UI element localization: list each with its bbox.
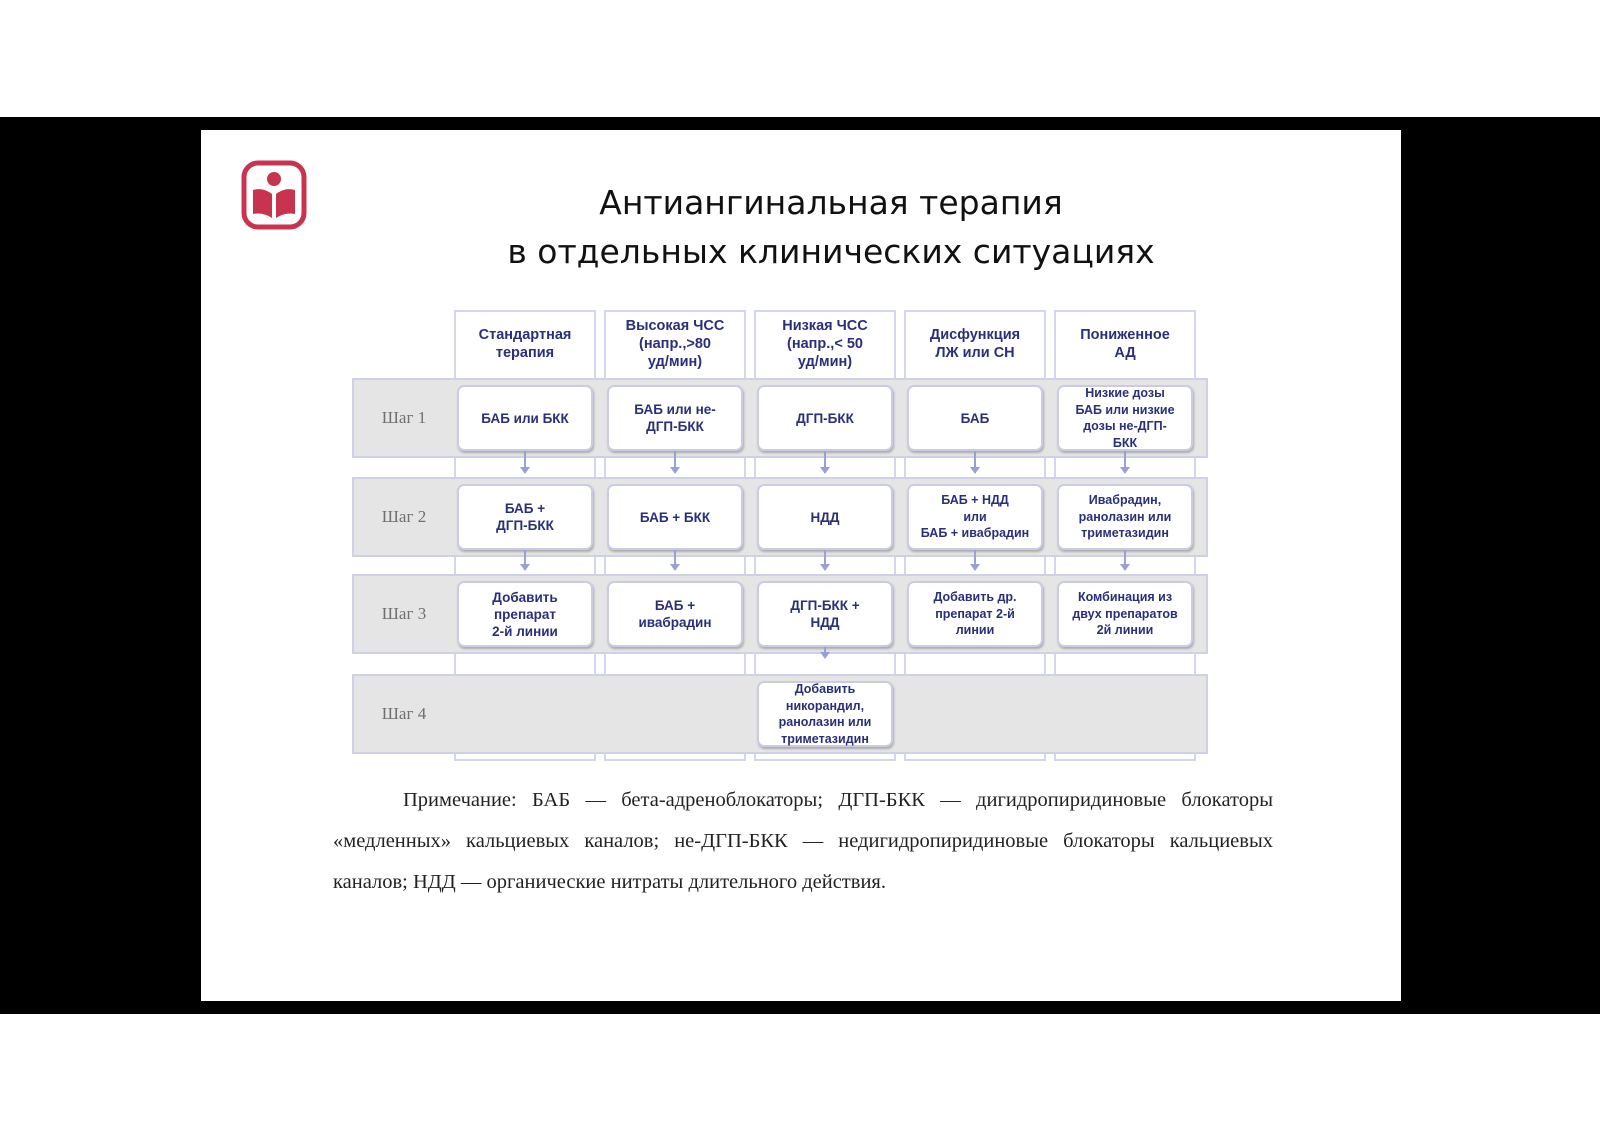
cell-line: Добавить	[794, 682, 856, 696]
cell-line: ивабрадин	[638, 615, 712, 630]
step1-low-hr-cell	[757, 385, 893, 451]
cell-line: БАБ + БКК	[639, 509, 711, 525]
cell-line: 2-й линии	[492, 623, 558, 639]
step1-lv-dysfunction-cell	[907, 385, 1043, 451]
cell-line: препарат 2-й	[935, 606, 1015, 621]
arrow-line	[824, 550, 826, 565]
step-label-4: Шаг 4	[381, 704, 427, 723]
cell-line: БАБ + НДД	[941, 493, 1009, 508]
cell-line: линии	[955, 623, 995, 638]
arrow-line	[524, 550, 526, 565]
step2-low-bp-cell	[1057, 484, 1193, 550]
arrow-down-icon	[970, 564, 980, 571]
arrow-line	[524, 451, 526, 468]
cell-line: Ивабрадин,	[1088, 493, 1162, 508]
cell-line: Добавить	[492, 589, 558, 605]
cell-line: БАБ +	[504, 501, 546, 516]
arrow-down-icon	[1120, 564, 1130, 571]
cell-line: препарат	[494, 606, 556, 622]
step-label-2: Шаг 2	[381, 507, 427, 526]
column-header-line: ЛЖ или СН	[935, 345, 1015, 361]
column-header-low-hr	[754, 310, 896, 378]
footnote	[333, 780, 1273, 903]
arrow-line	[1124, 550, 1126, 565]
cell-line: БАБ + ивабрадин	[920, 526, 1030, 541]
cell-line: ДГП-БКК	[496, 518, 554, 533]
step3-high-hr-cell	[607, 581, 743, 647]
arrow-down-icon	[820, 467, 830, 474]
column-header-line: (напр.,>80	[639, 336, 711, 352]
column-header-low-bp	[1054, 310, 1196, 378]
arrow-line	[674, 451, 676, 468]
step3-low-bp-cell	[1057, 581, 1193, 647]
cell-line: ДГП-БКК +	[790, 598, 860, 613]
column-header-line: Дисфункция	[929, 327, 1021, 343]
title-line-2: в отдельных клинических ситуациях	[507, 232, 1155, 271]
step3-standard-cell	[457, 581, 593, 647]
cell-line: БАБ или БКК	[481, 410, 569, 426]
cell-line: Низкие дозы	[1085, 386, 1165, 400]
column-header-high-hr	[604, 310, 746, 378]
cell-line: триметазидин	[781, 731, 869, 746]
cell-line: БАБ	[960, 410, 990, 426]
arrow-line	[974, 451, 976, 468]
cell-line: ранолазин или	[1078, 509, 1172, 524]
cell-line: 2й линии	[1096, 623, 1154, 638]
cell-line: дозы не-ДГП-	[1083, 419, 1167, 433]
cell-line: БАБ или не-	[634, 402, 716, 417]
column-header-standard	[454, 310, 596, 378]
arrow-down-icon	[670, 467, 680, 474]
step2-lv-dysfunction-cell	[907, 484, 1043, 550]
step2-low-hr-cell	[757, 484, 893, 550]
column-header-line: Высокая ЧСС	[625, 318, 725, 334]
cell-line: БАБ +	[654, 598, 696, 613]
cell-line: Добавить др.	[933, 590, 1017, 605]
step1-standard-cell	[457, 385, 593, 451]
arrow-down-icon	[670, 564, 680, 571]
step1-high-hr-cell	[607, 385, 743, 451]
arrow-down-icon	[820, 564, 830, 571]
cell-line: НДД	[810, 615, 840, 630]
column-header-line: терапия	[495, 345, 555, 361]
column-header-line: Пониженное	[1080, 327, 1170, 343]
cell-line: НДД	[810, 509, 840, 525]
column-header-line: Стандартная	[478, 327, 572, 343]
cell-line: или	[963, 509, 987, 524]
column-header-line: уд/мин)	[797, 354, 853, 370]
step-label-1: Шаг 1	[381, 408, 427, 427]
step-label-3: Шаг 3	[381, 604, 427, 623]
step2-standard-cell	[457, 484, 593, 550]
cell-line: никорандил,	[785, 698, 865, 713]
column-header-line: (напр.,< 50	[787, 336, 863, 352]
column-header-line: уд/мин)	[647, 354, 703, 370]
cell-line: ДГП-БКК	[796, 410, 854, 426]
slide	[201, 130, 1401, 1001]
cell-line: двух препаратов	[1072, 606, 1178, 621]
title-line-1: Антиангинальная терапия	[599, 183, 1063, 222]
step3-low-hr-cell	[757, 581, 893, 647]
arrow-down-icon	[520, 564, 530, 571]
step2-high-hr-cell	[607, 484, 743, 550]
cell-line: Комбинация из	[1077, 590, 1173, 605]
cell-line: ранолазин или	[778, 715, 872, 729]
footnote-text: Примечание: БАБ — бета-адреноблокаторы; ДГП-БКК — дигидропиридиновые блокаторы «медленных» кальциевых каналов; не-ДГП-БКК — недигидропиридиновые блокаторы кальциевых каналов; НДД — органические нитраты длительного действия.	[333, 789, 1273, 893]
arrow-line	[824, 451, 826, 468]
slide-title	[451, 178, 1211, 276]
column-header-line: Низкая ЧСС	[782, 318, 868, 334]
step4-low-hr-cell	[757, 681, 893, 747]
step1-low-bp-cell	[1057, 385, 1193, 451]
cell-line: ДГП-БКК	[646, 419, 704, 434]
arrow-down-icon	[520, 467, 530, 474]
book-person-logo-icon	[241, 160, 307, 230]
arrow-down-icon	[1120, 467, 1130, 474]
arrow-line	[1124, 451, 1126, 468]
step3-lv-dysfunction-cell	[907, 581, 1043, 647]
cell-line: триметазидин	[1081, 526, 1169, 541]
cell-line: БКК	[1112, 435, 1138, 450]
arrow-down-icon	[820, 652, 830, 659]
column-header-line: АД	[1114, 345, 1136, 361]
arrow-down-icon	[970, 467, 980, 474]
arrow-line	[974, 550, 976, 565]
arrow-line	[674, 550, 676, 565]
column-header-lv-dysfunction	[904, 310, 1046, 378]
cell-line: БАБ или низкие	[1075, 402, 1175, 417]
